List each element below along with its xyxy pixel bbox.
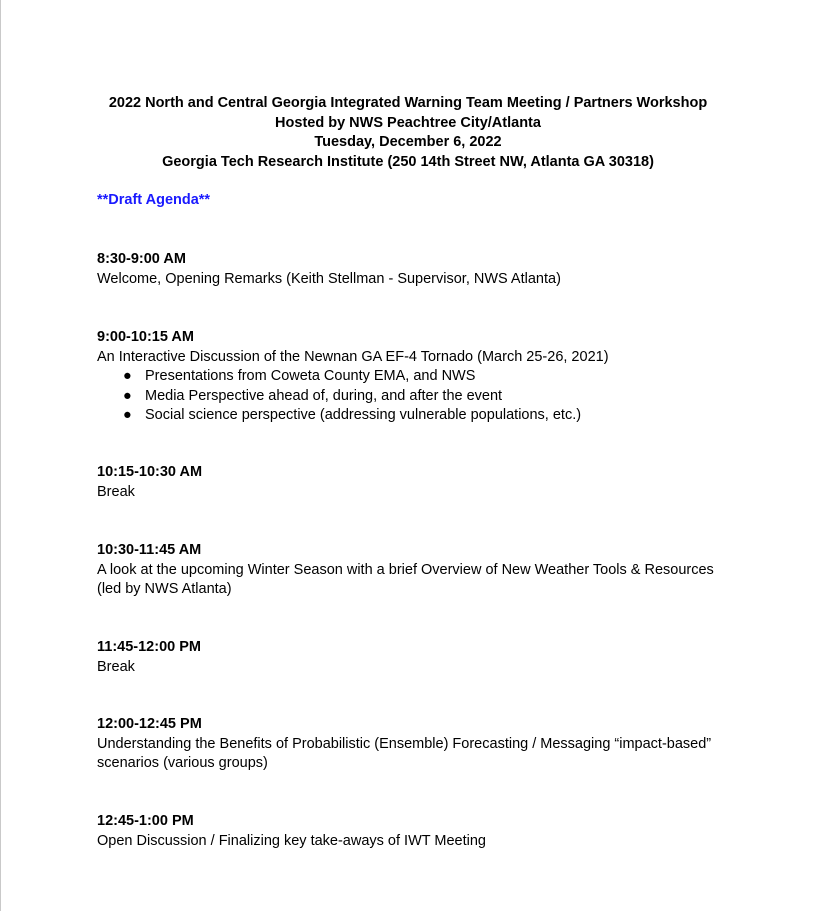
header-venue: Georgia Tech Research Institute (250 14th Street NW, Atlanta GA 30318) [162, 153, 654, 170]
bullet-text: Social science perspective (addressing vulnerable populations, etc.) [145, 407, 582, 423]
agenda-item [97, 812, 735, 851]
document-header [0, 94, 815, 172]
header-host: Hosted by NWS Peachtree City/Atlanta [275, 114, 541, 131]
header-date: Tuesday, December 6, 2022 [314, 134, 502, 150]
list-item [97, 387, 735, 407]
agenda-time: 9:00-10:15 AM [97, 329, 194, 345]
bullet-icon: ● [123, 387, 132, 404]
list-item [97, 367, 735, 387]
agenda-description: Welcome, Opening Remarks (Keith Stellman - Supervisor, NWS Atlanta) [97, 270, 561, 287]
agenda-item [97, 328, 735, 426]
draft-agenda-label: **Draft Agenda** [97, 192, 211, 208]
agenda-description: Open Discussion / Finalizing key take-aways of IWT Meeting [97, 832, 486, 849]
bullet-icon: ● [123, 368, 132, 384]
list-item [97, 406, 735, 426]
agenda-time: 10:30-11:45 AM [97, 542, 202, 558]
agenda-item [97, 715, 735, 774]
header-title: 2022 North and Central Georgia Integrated Warning Team Meeting / Partners Workshop [108, 95, 708, 111]
agenda-description: A look at the upcoming Winter Season with a brief Overview of New Weather Tools & Resources (led by NWS Atlanta) [97, 561, 714, 597]
agenda-time: 10:15-10:30 AM [97, 464, 203, 480]
agenda-item [97, 250, 735, 289]
agenda-bullet-list [97, 367, 735, 426]
agenda-item [97, 638, 735, 677]
agenda-item [97, 463, 735, 502]
bullet-text: Media Perspective ahead of, during, and after the event [145, 387, 503, 404]
bullet-text: Presentations from Coweta County EMA, and NWS [145, 368, 476, 384]
agenda-time: 11:45-12:00 PM [97, 639, 201, 655]
agenda-description: Understanding the Benefits of Probabilistic (Ensemble) Forecasting / Messaging “impact-based” scenarios (various groups) [97, 735, 712, 771]
agenda-description: Break [97, 658, 135, 675]
agenda-time: 8:30-9:00 AM [97, 251, 186, 267]
agenda-item [97, 541, 735, 600]
agenda-description: Break [97, 483, 135, 500]
agenda-time: 12:00-12:45 PM [97, 716, 202, 732]
bullet-icon: ● [123, 407, 132, 423]
agenda-time: 12:45-1:00 PM [97, 813, 194, 829]
agenda-description: An Interactive Discussion of the Newnan GA EF-4 Tornado (March 25-26, 2021) [97, 348, 609, 365]
